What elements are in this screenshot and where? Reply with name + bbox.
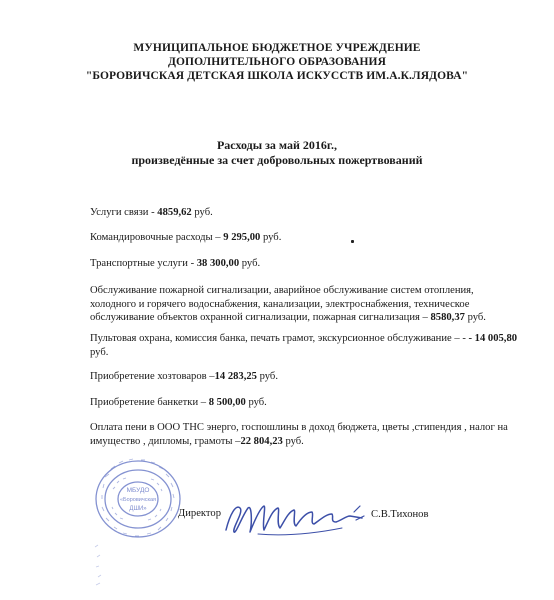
- title-line-2: произведённые за счет добровольных пожертвований: [131, 153, 423, 167]
- expense-label: Транспортные услуги -: [90, 258, 197, 269]
- expense-item-security-bank: [90, 332, 520, 359]
- expense-unit: руб.: [256, 371, 278, 382]
- expense-label: Оплата пени в ООО ТНС энерго, госпошлины в доход бюджета, цветы ,стипендия , налог на имущество , дипломы, грамоты –: [90, 422, 508, 447]
- expense-amount: 8580,37: [430, 312, 465, 323]
- official-stamp: [93, 437, 183, 589]
- expense-item-transport: [90, 257, 530, 271]
- expense-unit: руб.: [260, 232, 282, 243]
- stamp-center-line-1: МБУДО: [126, 487, 150, 494]
- stamp-center-line-3: ДШИ»: [129, 506, 147, 512]
- header-line-3: "БОРОВИЧСКАЯ ДЕТСКАЯ ШКОЛА ИСКУССТВ ИМ.А.К.ЛЯДОВА": [85, 70, 469, 82]
- header-line-1: МУНИЦИПАЛЬНОЕ БЮДЖЕТНОЕ УЧРЕЖДЕНИЕ: [133, 42, 421, 54]
- director-title: Директор: [178, 508, 221, 519]
- expense-item-maintenance: [90, 284, 520, 325]
- expense-amount: 4859,62: [157, 207, 192, 218]
- expense-label: Командировочные расходы –: [90, 232, 224, 243]
- expense-amount: 38 300,00: [196, 258, 240, 269]
- expense-item-bench: [90, 396, 530, 410]
- expense-unit: руб.: [464, 312, 486, 323]
- organization-header: [0, 41, 554, 83]
- expense-amount: 9 295,00: [223, 232, 261, 243]
- expense-label: Приобретение хозтоваров –: [90, 371, 215, 382]
- expense-amount: 8 500,00: [208, 397, 246, 408]
- expense-label: Приобретение банкетки –: [90, 397, 209, 408]
- expense-item-household-goods: [90, 370, 530, 384]
- document-title: [0, 138, 554, 168]
- stamp-center-line-2: «Боровичская: [119, 497, 157, 503]
- title-line-1: Расходы за май 2016г.,: [216, 138, 338, 152]
- expense-unit: руб.: [282, 435, 304, 447]
- expense-amount: 14 283,25: [214, 371, 257, 382]
- expense-unit: руб.: [239, 258, 261, 269]
- expense-amount: 22 804,23: [240, 435, 283, 447]
- expense-label: Услуги связи -: [90, 207, 158, 218]
- expense-unit: руб.: [90, 346, 109, 358]
- scan-speck: [351, 240, 354, 243]
- expense-label: Пультовая охрана, комиссия банка, печать грамот, экскурсионное обслуживание – -: [90, 333, 469, 344]
- expense-item-communications: [90, 206, 530, 220]
- expense-label: Обслуживание пожарной сигнализации, аварийное обслуживание систем отопления, холодного и горячего водоснабжения, канализации, электроснабжения, техническое обслуживание объектов охранной сигнализации, пожарная сигнализация –: [90, 285, 474, 323]
- expense-unit: руб.: [191, 207, 213, 218]
- expense-amount: - 14 005,80: [468, 333, 518, 344]
- director-name: С.В.Тихонов: [371, 509, 429, 520]
- expense-item-travel: [90, 231, 530, 245]
- director-signature: [222, 494, 372, 539]
- expense-unit: руб.: [245, 397, 267, 408]
- header-line-2: ДОПОЛНИТЕЛЬНОГО ОБРАЗОВАНИЯ: [167, 56, 387, 68]
